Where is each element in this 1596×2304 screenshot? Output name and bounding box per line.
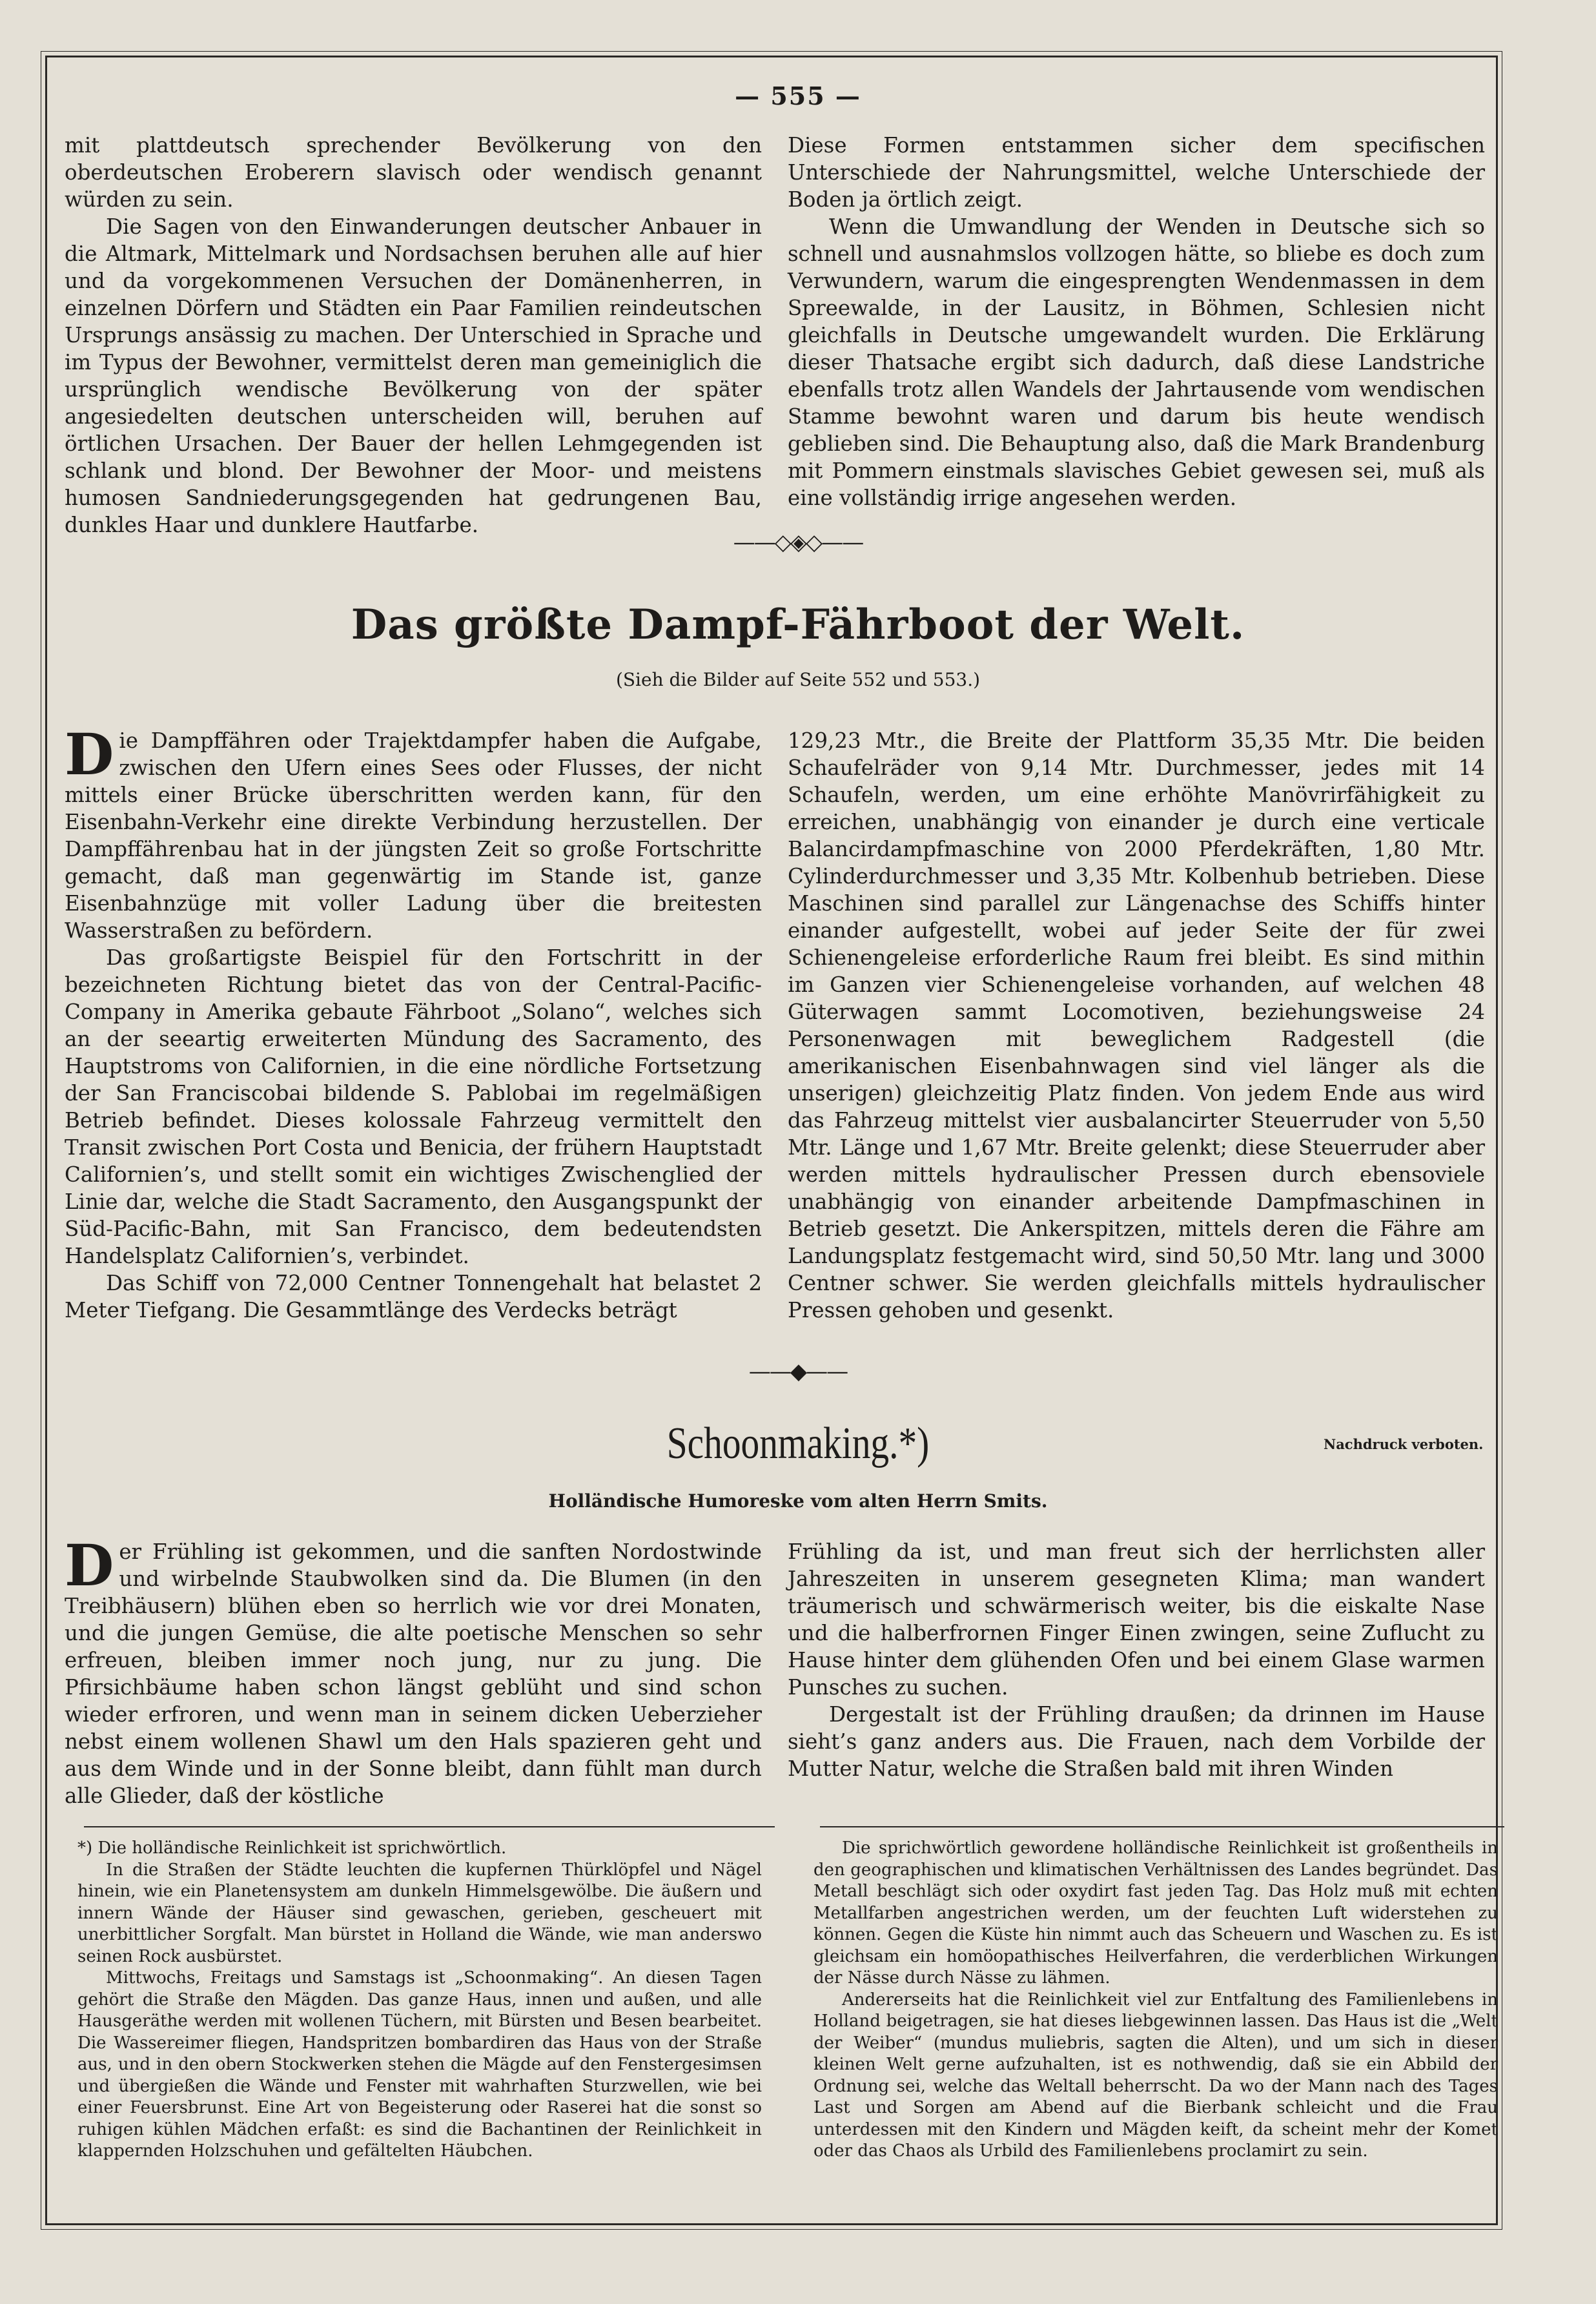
footnote-rule — [84, 1826, 775, 1827]
ornament-divider: ——◇◈◇—— — [733, 530, 863, 555]
drop-cap: D — [65, 1532, 114, 1599]
top-left-column — [65, 132, 762, 539]
reprint-note: Nachdruck verboten. — [1324, 1436, 1484, 1452]
footnote: Die sprichwörtlich gewordene holländische Reinlichkeit ist großentheils in den geographischen und klimatischen Verhältnissen des Landes begründet. Das Metall beschlägt sich oder oxydirt fast jeden Tag. Das Holz muß mit echten Metallfarben angestrichen werden, um der feuchten Luft widerstehen zu können. Gegen die Küste hin nimmt auch das Scheuern und Waschen zu. Es ist gleichsam ein homöopathisches Heilverfahren, die verderblichen Wirkungen der Nässe durch Nässe zu lähmen. — [813, 1838, 1498, 1988]
footnote-columns — [77, 1838, 1498, 2163]
paragraph: Das Schiff von 72,000 Centner Tonnengehalt hat belastet 2 Meter Tiefgang. Die Gesammtlänge des Verdecks beträgt — [65, 1271, 762, 1322]
article-title: Schoonmaking.*) — [666, 1419, 930, 1468]
article2-right-column — [788, 1538, 1485, 1809]
footnote: *) Die holländische Reinlichkeit ist sprichwörtlich. — [77, 1838, 507, 1858]
footnote-right-column — [813, 1838, 1498, 2163]
article-subtitle: Holländische Humoreske vom alten Herrn Smits. — [548, 1490, 1048, 1512]
paragraph: Wenn die Umwandlung der Wenden in Deutsche sich so schnell und ausnahmslos vollzogen hätte, so bliebe es doch zum Verwundern, warum die eingesprengten Wendenmassen in dem Spreewalde, in der Lausitz, in Böhmen, Schlesien nicht gleichfalls in Deutsche umgewandelt wurden. Die Erklärung dieser Thatsache ergibt sich dadurch, daß diese Landstriche ebenfalls trotz allen Wandels der Jahrtausende vom wendischen Stamme bewohnt waren und darum bis heute wendisch geblieben sind. Die Behauptung also, daß die Mark Brandenburg mit Pommern einstmals slavisches Gebiet gewesen sei, muß als eine vollständig irrige angesehen werden. — [788, 214, 1485, 510]
paragraph: Dergestalt ist der Frühling draußen; da drinnen im Hause sieht’s ganz anders aus. Die Frauen, nach dem Vorbilde der Mutter Natur, welche die Straßen bald mit ihren Winden — [788, 1702, 1485, 1781]
article1-columns — [65, 721, 1485, 1324]
footnote: In die Straßen der Städte leuchten die kupfernen Thürklöpfel und Nägel hinein, wie ein Planetensystem am dunkeln Himmelsgewölbe. Die äußern und innern Wände der Häuser sind gewaschen, gerieben, gescheuert mit unerbittlicher Sorgfalt. Man bürstet in Holland die Wände, wie man anderswo seinen Rock ausbürstet. — [77, 1860, 762, 1966]
ornament-divider: ——◆—— — [748, 1359, 848, 1384]
drop-cap: D — [65, 721, 114, 788]
paragraph: Frühling da ist, und man freut sich der herrlichsten aller Jahreszeiten in unserem gesegneten Klima; man wandert träumerisch und schwärmerisch weiter, bis die eiskalte Nase und die halberfrornen Finger Einen zwingen, seine Zuflucht zu Hause hinter dem glühenden Ofen und bei einem Glase warmen Punsches zu suchen. — [788, 1539, 1485, 1700]
article2-columns — [65, 1532, 1485, 1809]
paragraph: Das großartigste Beispiel für den Fortschritt in der bezeichneten Richtung bietet das von der Central-Pacific-Company in Amerika gebaute Fährboot „Solano“, welches sich an der seeartig erweiterten Mündung des Sacramento, des Hauptstroms von Californien, in die eine nördliche Fortsetzung der San Franciscobai bildende S. Pablobai im regelmäßigen Betrieb befindet. Dieses kolossale Fahrzeug vermittelt den Transit zwischen Port Costa und Benicia, der frühern Hauptstadt Californien’s, und stellt somit ein wichtiges Zwischenglied der Linie dar, welche die Stadt Sacramento, den Ausgangspunkt der Süd-Pacific-Bahn, mit San Francisco, dem bedeutendsten Handelsplatz Californien’s, verbindet. — [65, 945, 762, 1268]
article-subtitle: (Sieh die Bilder auf Seite 552 und 553.) — [615, 669, 981, 690]
page-number: — 555 — — [735, 81, 861, 110]
footnote-rule — [820, 1826, 1504, 1827]
article2-left-column — [65, 1532, 762, 1809]
paragraph: Die Sagen von den Einwanderungen deutscher Anbauer in die Altmark, Mittelmark und Nordsachsen beruhen alle auf hier und da vorgekommenen Versuchen der Domänenherren, in einzelnen Dörfern und Städten ein Paar Familien reindeutschen Ursprungs ansässig zu machen. Der Unterschied in Sprache und im Typus der Bewohner, vermittelst deren man gemeiniglich die ursprünglich wendische Bevölkerung von der später angesiedelten deutschen unterscheiden will, beruhen auf örtlichen Ursachen. Der Bauer der hellen Lehmgegenden ist schlank und blond. Der Bewohner der Moor- und meistens humosen Sandniederungsgegenden hat gedrungenen Bau, dunkles Haar und dunklere Hautfarbe. — [65, 214, 762, 537]
paragraph: er Frühling ist gekommen, und die sanften Nordostwinde und wirbelnde Staubwolken sind da. Die Blumen (in den Treibhäusern) blühen eben so herrlich wie vor drei Monaten, und die jungen Gemüse, die alte poetische Menschen so sehr erfreuen, bleiben immer noch jung, nur zu jung. Die Pfirsichbäume haben schon längst geblüht und sind schon wieder erfroren, und wenn man in seinem dicken Ueberzieher nebst einem wollenen Shawl um den Hals spazieren geht und aus dem Winde und in der Sonne bleibt, dann fühlt man durch alle Glieder, daß der köstliche — [65, 1539, 762, 1808]
article1-left-column — [65, 721, 762, 1324]
footnote: Andererseits hat die Reinlichkeit viel zur Entfaltung des Familienlebens in Holland beigetragen, sie hat dieses liebgewinnen lassen. Das Haus ist die „Welt der Weiber“ (mundus muliebris, sagten die Alten), und um sich in dieser kleinen Welt gerne aufzuhalten, ist es nothwendig, daß sie ein Abbild der Ordnung sei, welche das Weltall beherrscht. Da wo der Mann nach des Tages Last und Sorgen am Abend auf die Bierbank schleicht und die Frau unterdessen mit den Kindern und Mägden keift, da scheint mehr der Komet oder das Chaos als Urbild des Familienlebens proclamirt zu sein. — [813, 1990, 1498, 2161]
footnote: Mittwochs, Freitags und Samstags ist „Schoonmaking“. An diesen Tagen gehört die Straße den Mägden. Das ganze Haus, innen und außen, und alle Hausgeräthe werden mit wollenen Tüchern, mit Bürsten und Besen bearbeitet. Die Wassereimer fliegen, Handspritzen bombardiren das Haus von der Straße aus, und in den obern Stockwerken stehen die Mägde auf den Fenstergesimsen und übergießen die Wände und Fenster mit wahrhaften Sturzwellen, wie bei einer Feuersbrunst. Eine Art von Begeisterung oder Raserei hat die sonst so ruhigen kühlen Mädchen erfaßt: es sind die Bachantinen der Reinlichkeit in klappernden Holzschuhen und gefältelten Häubchen. — [77, 1968, 762, 2161]
top-columns — [65, 132, 1485, 539]
paragraph: ie Dampffähren oder Trajektdampfer haben die Aufgabe, zwischen den Ufern eines Sees oder Flusses, der nicht mittels einer Brücke überschritten werden kann, für den Eisenbahn-Verkehr eine direkte Verbindung herzustellen. Der Dampffährenbau hat in der jüngsten Zeit so große Fortschritte gemacht, daß man gegenwärtig im Stande ist, ganze Eisenbahnzüge mit voller Ladung über die breitesten Wasserstraßen zu befördern. — [65, 728, 762, 943]
article1-right-column — [788, 727, 1485, 1324]
footnote-left-column — [77, 1838, 762, 2163]
paragraph: Diese Formen entstammen sicher dem specifischen Unterschiede der Nahrungsmittel, welche Unterschiede der Boden ja örtlich zeigt. — [788, 133, 1485, 212]
paragraph: 129,23 Mtr., die Breite der Plattform 35,35 Mtr. Die beiden Schaufelräder von 9,14 Mtr. Durchmesser, jedes mit 14 Schaufeln, werden, um eine erhöhte Manövrirfähigkeit zu erreichen, unabhängig von einander je durch eine verticale Balancirdampfmaschine von 2000 Pferdekräften, 1,80 Mtr. Cylinderdurchmesser und 3,35 Mtr. Kolbenhub betrieben. Diese Maschinen sind parallel zur Längenachse des Schiffs hinter einander aufgestellt, wobei auf jeder Seite der für zwei Schienengeleise erforderliche Raum frei bleibt. Es sind mithin im Ganzen vier Schienengeleise vorhanden, auf welchen 48 Güterwagen sammt Locomotiven, beziehungsweise 24 Personenwagen mit beweglichem Radgestell (die amerikanischen Eisenbahnwagen sind viel länger als die unserigen) gleichzeitig Platz finden. Von jedem Ende aus wird das Fahrzeug mittelst vier ausbalancirter Steuerruder von 5,50 Mtr. Länge und 1,67 Mtr. Breite gelenkt; diese Steuerruder aber werden mittels hydraulischer Pressen durch ebensoviele unabhängig von einander arbeitende Dampfmaschinen in Betrieb gesetzt. Die Ankerspitzen, mittels deren die Fähre am Landungsplatz festgemacht wird, sind 50,50 Mtr. lang und 3000 Centner schwer. Sie werden gleichfalls mittels hydraulischer Pressen gehoben und gesenkt. — [788, 728, 1485, 1322]
top-right-column — [788, 132, 1485, 539]
article-title: Das größte Dampf-Fährboot der Welt. — [351, 601, 1245, 649]
paragraph: mit plattdeutsch sprechender Bevölkerung von den oberdeutschen Eroberern slavisch oder wendisch genannt würden zu sein. — [65, 133, 762, 212]
